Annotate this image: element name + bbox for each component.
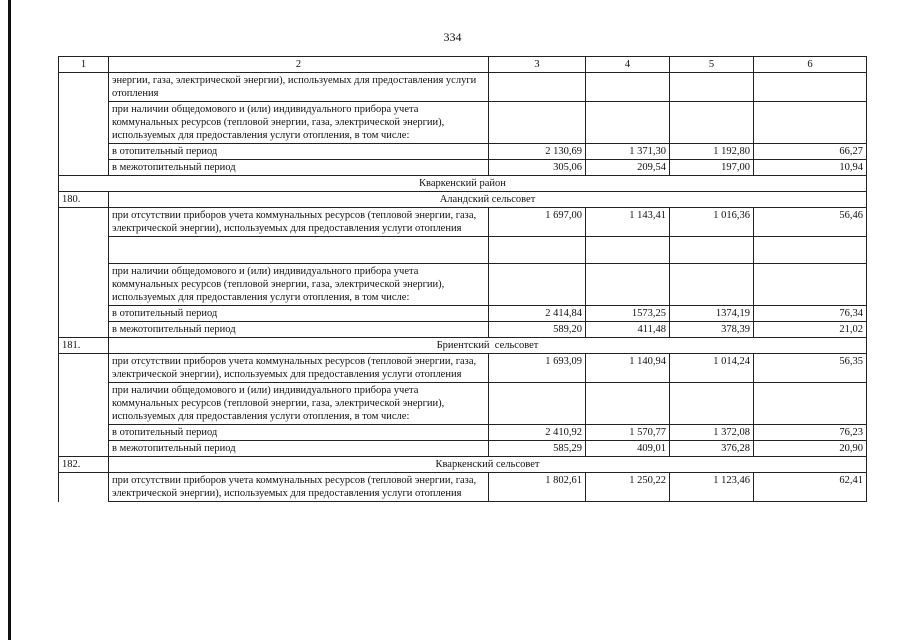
value-cell: 1 014,24 (670, 354, 754, 383)
value-cell: 2 414,84 (489, 306, 586, 322)
row-description: в отопительный период (109, 425, 489, 441)
value-cell: 56,46 (754, 208, 867, 237)
column-header: 5 (670, 57, 754, 73)
value-cell: 411,48 (586, 322, 670, 338)
value-cell: 21,02 (754, 322, 867, 338)
column-header: 4 (586, 57, 670, 73)
value-cell: 1 250,22 (586, 473, 670, 502)
table-row (59, 306, 867, 322)
value-cell: 56,35 (754, 354, 867, 383)
row-description: в межотопительный период (109, 160, 489, 176)
value-cell: 1 693,09 (489, 354, 586, 383)
value-cell: 376,28 (670, 441, 754, 457)
row-description: при отсутствии приборов учета коммунальных ресурсов (тепловой энергии, газа, электрической энергии), используемых для предоставления услуги отопления (109, 208, 489, 237)
row-number-cell (59, 73, 109, 176)
table-row (59, 160, 867, 176)
row-number-cell (59, 473, 109, 502)
value-cell: 66,27 (754, 144, 867, 160)
value-cell: 20,90 (754, 441, 867, 457)
section-header-row (59, 338, 867, 354)
settlement-title: Кваркенский сельсовет (109, 457, 867, 473)
value-cell: 1 371,30 (586, 144, 670, 160)
row-description: при наличии общедомового и (или) индивидуального прибора учета коммунальных ресурсов (тепловой энергии, газа, электрической энергии), используемых для предоставления услуги отопления, в том числе: (109, 264, 489, 306)
district-title: Кваркенский район (59, 176, 867, 192)
table-row (59, 73, 867, 102)
table-row (59, 144, 867, 160)
value-cell: 1 016,36 (670, 208, 754, 237)
page-number: 334 (443, 30, 462, 44)
value-cell: 589,20 (489, 322, 586, 338)
row-number-cell (59, 354, 109, 457)
value-cell: 305,06 (489, 160, 586, 176)
row-description: в отопительный период (109, 306, 489, 322)
value-cell: 1 123,46 (670, 473, 754, 502)
value-cell: 378,39 (670, 322, 754, 338)
column-header: 1 (59, 57, 109, 73)
row-description: в межотопительный период (109, 441, 489, 457)
settlement-title: Бриентский сельсовет (109, 338, 867, 354)
value-cell: 2 130,69 (489, 144, 586, 160)
value-cell: 1 143,41 (586, 208, 670, 237)
value-cell: 1 570,77 (586, 425, 670, 441)
table-row (59, 208, 867, 237)
tariff-table (58, 56, 867, 502)
row-number: 180. (59, 192, 109, 208)
row-description: в отопительный период (109, 144, 489, 160)
value-cell: 209,54 (586, 160, 670, 176)
table-row (59, 473, 867, 502)
value-cell: 409,01 (586, 441, 670, 457)
row-description: энергии, газа, электрической энергии), используемых для предоставления услуги отопления (109, 73, 489, 102)
value-cell: 10,94 (754, 160, 867, 176)
settlement-title: Аландский сельсовет (109, 192, 867, 208)
value-cell: 76,23 (754, 425, 867, 441)
table-row (59, 354, 867, 383)
row-description: при наличии общедомового и (или) индивидуального прибора учета коммунальных ресурсов (тепловой энергии, газа, электрической энергии), используемых для предоставления услуги отопления, в том числе: (109, 102, 489, 144)
value-cell: 1 372,08 (670, 425, 754, 441)
value-cell: 1374,19 (670, 306, 754, 322)
table-row (59, 441, 867, 457)
value-cell: 62,41 (754, 473, 867, 502)
row-number-cell (59, 208, 109, 338)
row-description: в межотопительный период (109, 322, 489, 338)
value-cell: 1573,25 (586, 306, 670, 322)
column-header: 3 (489, 57, 586, 73)
row-description: при отсутствии приборов учета коммунальных ресурсов (тепловой энергии, газа, электрической энергии), используемых для предоставления услуги отопления (109, 473, 489, 502)
row-number: 181. (59, 338, 109, 354)
table-row (59, 425, 867, 441)
value-cell: 1 192,80 (670, 144, 754, 160)
table-row (59, 237, 867, 264)
section-header-row (59, 192, 867, 208)
value-cell: 1 802,61 (489, 473, 586, 502)
row-description: при отсутствии приборов учета коммунальных ресурсов (тепловой энергии, газа, электрической энергии), используемых для предоставления услуги отопления (109, 354, 489, 383)
table-row (59, 322, 867, 338)
table-row (59, 102, 867, 144)
row-number: 182. (59, 457, 109, 473)
value-cell: 76,34 (754, 306, 867, 322)
table-row (59, 383, 867, 425)
value-cell: 585,29 (489, 441, 586, 457)
value-cell: 1 140,94 (586, 354, 670, 383)
section-header-row (59, 457, 867, 473)
row-description: при наличии общедомового и (или) индивидуального прибора учета коммунальных ресурсов (тепловой энергии, газа, электрической энергии), используемых для предоставления услуги отопления, в том числе: (109, 383, 489, 425)
column-header-row (59, 57, 867, 73)
page-left-edge (8, 0, 11, 640)
column-header: 6 (754, 57, 867, 73)
column-header: 2 (109, 57, 489, 73)
value-cell: 2 410,92 (489, 425, 586, 441)
table-row (59, 264, 867, 306)
district-row (59, 176, 867, 192)
value-cell: 197,00 (670, 160, 754, 176)
value-cell: 1 697,00 (489, 208, 586, 237)
